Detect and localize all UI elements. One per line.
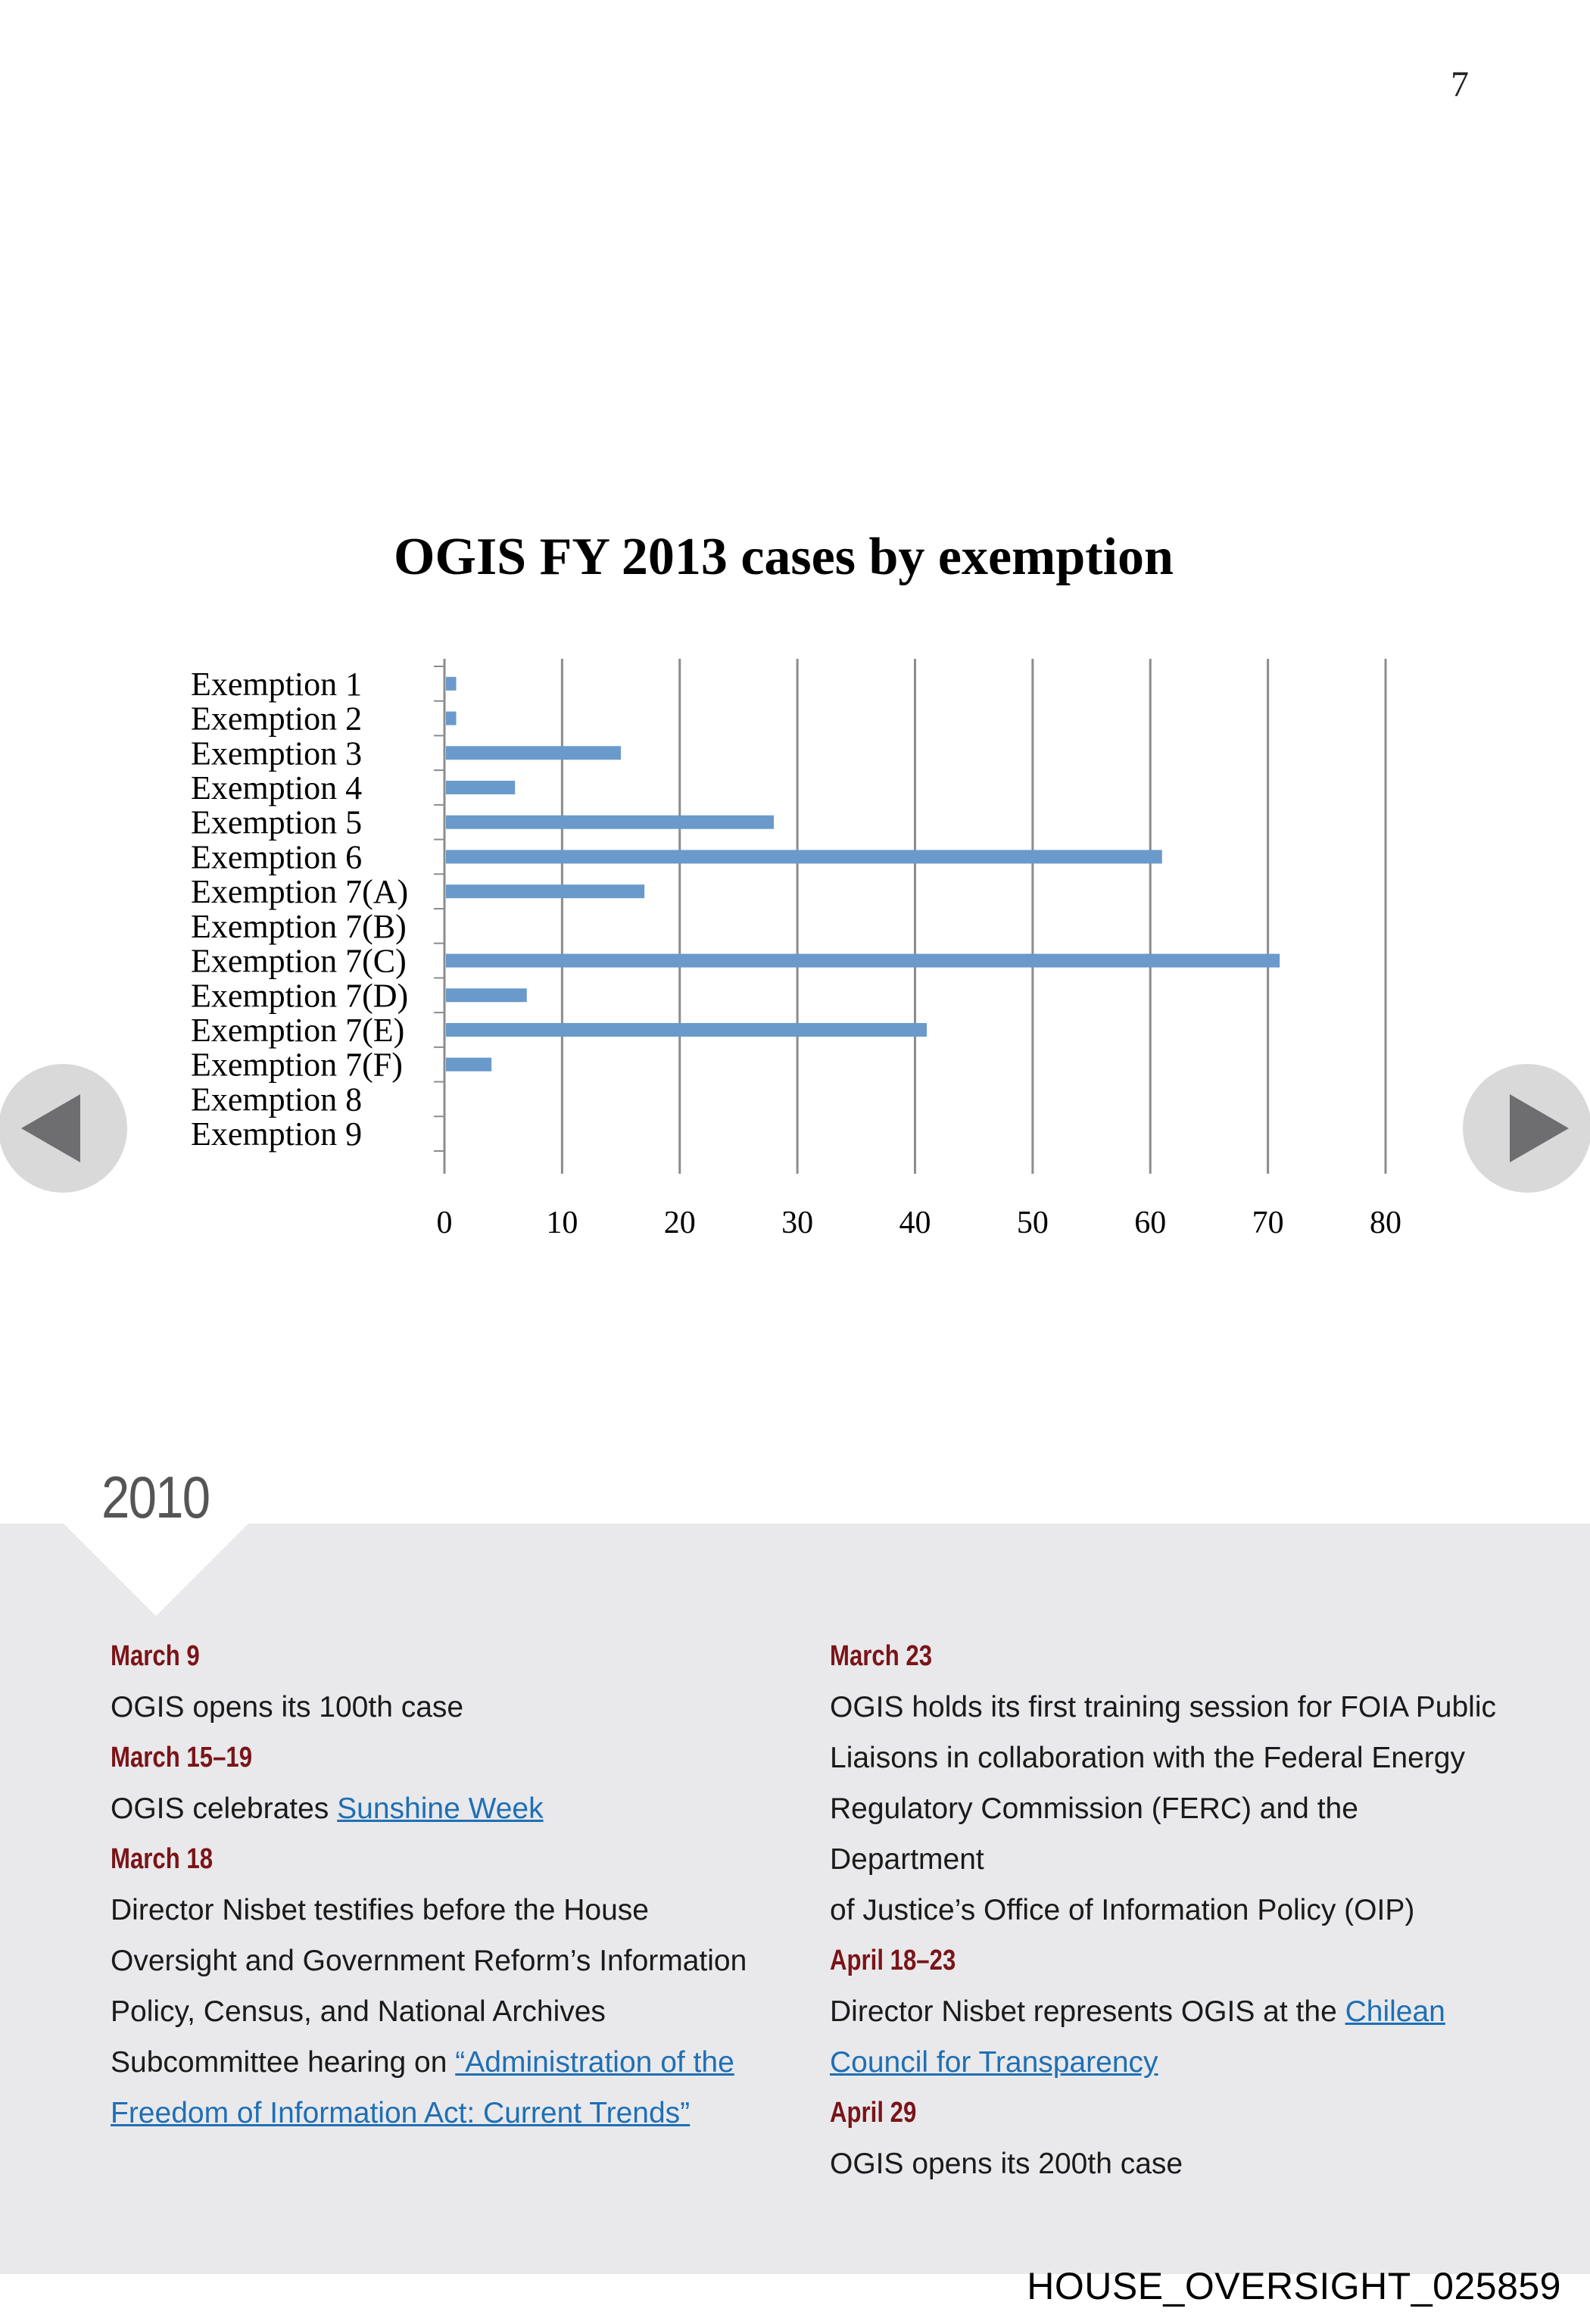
chilean-council-link-continued[interactable]: Council for Transparency (830, 2046, 1158, 2079)
document-id: HOUSE_OVERSIGHT_025859 (1027, 2265, 1561, 2307)
event-description-line: Director Nisbet testifies before the House (111, 1894, 649, 1926)
hearing-link-continued[interactable]: Freedom of Information Act: Current Trends” (111, 2097, 691, 2129)
category-label: Exemption 5 (191, 803, 363, 841)
chilean-council-link[interactable]: Chilean (1345, 1995, 1445, 2028)
year-notch (62, 1522, 250, 1616)
bar (446, 1023, 927, 1037)
event-date: March 9 (111, 1640, 200, 1672)
timeline-event (111, 1834, 792, 2138)
page-number: 7 (1451, 64, 1469, 105)
hearing-link[interactable]: “Administration of the (455, 2046, 734, 2079)
event-date: March 18 (111, 1843, 214, 1875)
event-description: OGIS opens its 200th case (830, 2148, 1183, 2180)
event-date: March 23 (830, 1640, 933, 1672)
bar (446, 988, 527, 1002)
timeline-right-column (830, 1631, 1511, 2189)
event-description-line: Regulatory Commission (FERC) and the Department (830, 1792, 1358, 1876)
x-tick-label: 10 (546, 1206, 578, 1240)
x-tick-label: 60 (1134, 1206, 1167, 1240)
category-label: Exemption 6 (191, 838, 363, 876)
previous-page-button[interactable] (0, 1064, 127, 1193)
event-description-line (830, 2037, 1511, 2088)
right-triangle-icon (1463, 1064, 1590, 1193)
bar (446, 884, 644, 898)
bar (446, 677, 457, 691)
bar (446, 850, 1162, 863)
category-label: Exemption 7(B) (191, 907, 407, 945)
x-tick-label: 70 (1252, 1206, 1284, 1240)
bar (446, 712, 457, 725)
bar (446, 816, 774, 829)
event-description (111, 1783, 792, 1834)
event-text: Director Nisbet represents OGIS at the (830, 1995, 1345, 2028)
timeline-event (830, 2088, 1511, 2189)
x-tick-label: 0 (436, 1206, 453, 1240)
category-label: Exemption 2 (191, 700, 363, 738)
timeline-event (111, 1733, 792, 1834)
category-label: Exemption 7(C) (191, 942, 407, 980)
category-label: Exemption 8 (191, 1081, 363, 1118)
event-description-line (830, 1986, 1511, 2037)
left-triangle-icon (0, 1064, 127, 1193)
timeline-left-column (111, 1631, 792, 2138)
event-description-line: Oversight and Government Reform’s Information (111, 1945, 747, 1977)
bar (446, 954, 1280, 968)
bar (446, 1058, 491, 1072)
event-description: OGIS opens its 100th case (111, 1691, 464, 1724)
bar (446, 746, 621, 760)
category-label: Exemption 7(A) (191, 873, 409, 911)
event-description-line: OGIS holds its first training session for FOIA Public (830, 1691, 1496, 1724)
event-date: April 29 (830, 2097, 917, 2129)
event-description-line (111, 2037, 792, 2088)
timeline-event (830, 1936, 1511, 2088)
event-description-line: Policy, Census, and National Archives (111, 1995, 606, 2028)
category-label: Exemption 7(F) (191, 1046, 403, 1084)
chart-title: OGIS FY 2013 cases by exemption (394, 528, 1174, 586)
event-text: OGIS celebrates (111, 1792, 338, 1825)
timeline-event (830, 1631, 1511, 1936)
next-page-button[interactable] (1463, 1064, 1590, 1193)
category-label: Exemption 3 (191, 735, 363, 772)
bar (446, 781, 515, 794)
sunshine-week-link[interactable]: Sunshine Week (337, 1792, 544, 1825)
category-label: Exemption 1 (191, 665, 363, 703)
category-label: Exemption 4 (191, 769, 363, 806)
timeline-event (111, 1631, 792, 1733)
x-tick-label: 20 (663, 1206, 696, 1240)
category-label: Exemption 7(D) (191, 977, 409, 1015)
exemption-bar-chart (0, 636, 1590, 1242)
event-text: Subcommittee hearing on (111, 2046, 456, 2079)
x-tick-label: 50 (1016, 1206, 1049, 1240)
event-date: April 18–23 (830, 1945, 956, 1976)
event-description-line: Liaisons in collaboration with the Federal Energy (830, 1742, 1465, 1774)
timeline-year: 2010 (101, 1464, 210, 1530)
x-tick-label: 30 (781, 1206, 814, 1240)
event-date: March 15–19 (111, 1742, 253, 1773)
event-description-line: of Justice’s Office of Information Policy (OIP) (830, 1894, 1415, 1926)
x-tick-label: 40 (899, 1206, 931, 1240)
category-label: Exemption 7(E) (191, 1012, 405, 1049)
x-tick-label: 80 (1370, 1206, 1401, 1240)
event-description-line (111, 2088, 792, 2138)
category-label: Exemption 9 (191, 1115, 363, 1153)
